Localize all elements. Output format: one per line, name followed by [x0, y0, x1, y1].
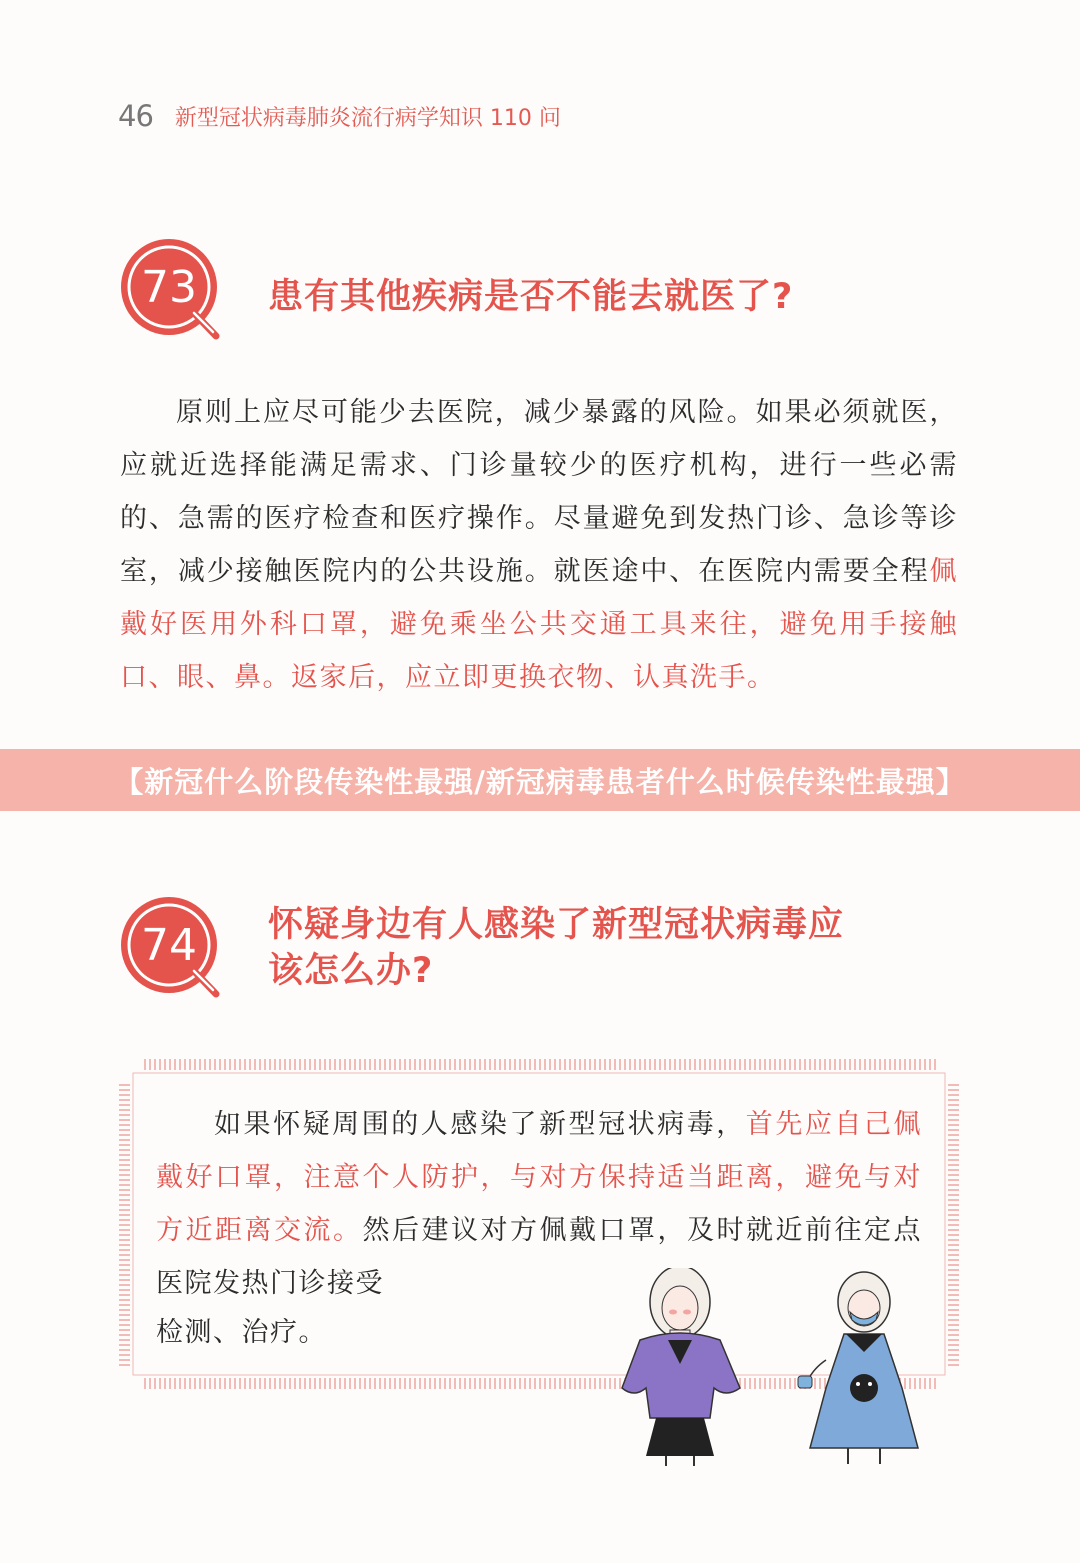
sick-woman-figure	[622, 1268, 740, 1466]
masked-woman-figure	[798, 1272, 918, 1464]
answer-text: 检测、治疗。	[156, 1317, 327, 1348]
book-title: 新型冠状病毒肺炎流行病学知识 110 问	[174, 105, 561, 131]
question-73-heading	[118, 236, 793, 342]
question-number-badge	[118, 236, 224, 342]
title-banner	[0, 749, 1080, 811]
badge-number: 73	[141, 262, 197, 313]
question-title: 患有其他疾病是否不能去就医了?	[268, 277, 794, 317]
answer-highlight: 首先应自己佩戴好口罩，注意个人防护，与对方保持适当距离，避免与对方近距离交流。	[156, 1109, 923, 1246]
question-title	[268, 902, 844, 994]
answer-text: 原则上应尽可能少去医院，减少暴露的风险。如果必须就医，应就近选择能满足需求、门诊量较少的医疗机构，进行一些必需的、急需的医疗检查和医疗操作。尽量避免到发热门诊、急诊等诊室，减少接触医院内的公共设施。就医途中、在医院内需要全程	[120, 397, 958, 587]
answer-text: 然后建议对方佩戴口罩，及时就近前往定点医院发热门诊接受	[156, 1215, 922, 1299]
page-number: 46	[118, 99, 153, 133]
badge-number: 74	[141, 920, 197, 971]
answer-paragraph-end	[156, 1306, 636, 1359]
question-74-heading	[118, 894, 844, 1000]
people-illustration	[618, 1268, 938, 1472]
answer-paragraph	[120, 386, 958, 704]
question-title-line1: 怀疑身边有人感染了新型冠状病毒应	[268, 905, 845, 945]
question-title-line2: 该怎么办?	[268, 951, 434, 991]
answer-text: 如果怀疑周围的人感染了新型冠状病毒，	[214, 1109, 746, 1140]
question-number-badge	[118, 894, 224, 1000]
page-header	[118, 96, 561, 136]
answer-highlight: 佩戴好医用外科口罩，避免乘坐公共交通工具来往，避免用手接触口、眼、鼻。返家后，应立即更换衣物、认真洗手。	[120, 556, 958, 693]
banner-text: 【新冠什么阶段传染性最强/新冠病毒患者什么时候传染性最强】	[114, 764, 966, 799]
